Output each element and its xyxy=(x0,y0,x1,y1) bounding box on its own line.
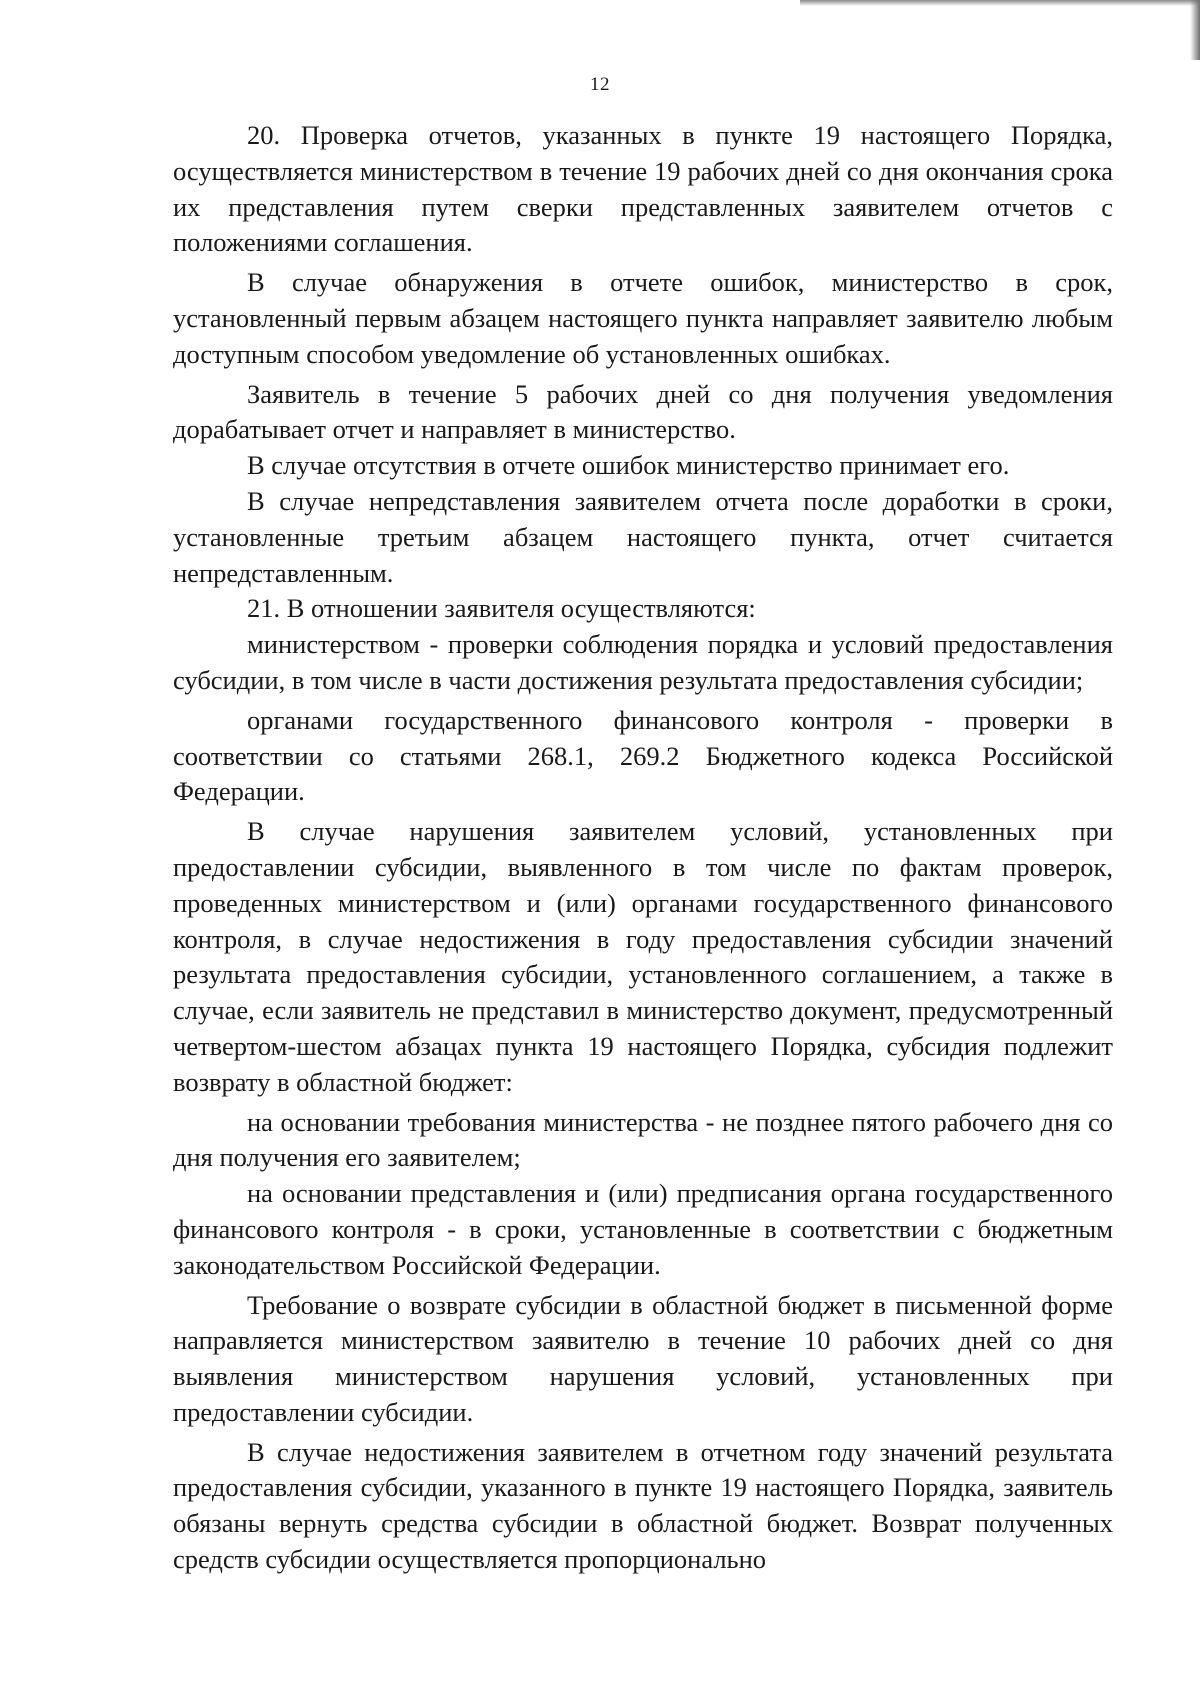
paragraph-violation-return: В случае нарушения заявителем условий, установленных при предоставлении субсидии, выявленного в том числе по фактам проверок, проведенных министерством и (или) органами государственного финансового контроля, в случае недостижения в году предоставления субсидии значений результата предоставления субсидии, установленного соглашением, а также в случае, если заявитель не представил в министерство документ, предусмотренный четвертом-шестом абзацах пункта 19 настоящего Порядка, субсидия подлежит возврату в областной бюджет: xyxy=(173,816,1113,1097)
paragraph-20-check-reports: 20. Проверка отчетов, указанных в пункте 19 настоящего Порядка, осуществляется министерством в течение 19 рабочих дней со дня окончания срока их представления путем сверки представленных заявителем отчетов с положениями соглашения. xyxy=(173,120,1113,258)
paragraph-result-not-achieved: В случае недостижения заявителем в отчетном году значений результата предоставления субсидии, указанного в пункте 19 настоящего Порядка, заявитель обязаны вернуть средства субсидии в областной бюджет. Возврат полученных средств субсидии осуществляется пропорционально xyxy=(173,1436,1113,1575)
page-number: 12 xyxy=(590,74,610,95)
paragraph-ministry-checks: министерством - проверки соблюдения порядка и условий предоставления субсидии, в том числе в части достижения результата предоставления субсидии; xyxy=(173,629,1113,695)
paragraph-21-checks: 21. В отношении заявителя осуществляются: xyxy=(247,593,756,624)
paragraph-not-submitted: В случае непредставления заявителем отчета после доработки в сроки, установленные третьим абзацем настоящего пункта, отчет считается непредставленным. xyxy=(173,485,1113,588)
paragraph-no-errors: В случае отсутствия в отчете ошибок министерство принимает его. xyxy=(247,450,1010,481)
document-body xyxy=(173,118,1113,1578)
scan-corner-shadow xyxy=(1190,0,1200,60)
paragraph-return-demand: Требование о возврате субсидии в областной бюджет в письменной форме направляется министерством заявителю в течение 10 рабочих дней со дня выявления министерством нарушения условий, установленных при предоставлении субсидии. xyxy=(173,1289,1113,1427)
paragraph-rework-report: Заявитель в течение 5 рабочих дней со дня получения уведомления дорабатывает отчет и направляет в министерство. xyxy=(173,378,1113,445)
paragraph-ministry-demand: на основании требования министерства - не позднее пятого рабочего дня со дня получения его заявителем; xyxy=(173,1106,1113,1173)
paragraph-errors-found: В случае обнаружения в отчете ошибок, министерство в срок, установленный первым абзацем настоящего пункта направляет заявителю любым доступным способом уведомление об установленных ошибках. xyxy=(173,267,1113,369)
paragraph-financial-control: органами государственного финансового контроля - проверки в соответствии со статьями 268.1, 269.2 Бюджетного кодекса Российской Федерации. xyxy=(173,704,1113,807)
scan-edge-shadow xyxy=(800,0,1200,6)
paragraph-control-prescription: на основании представления и (или) предписания органа государственного финансового контроля - в сроки, установленные в соответствии с бюджетным законодательством Российской Федерации. xyxy=(173,1178,1113,1280)
